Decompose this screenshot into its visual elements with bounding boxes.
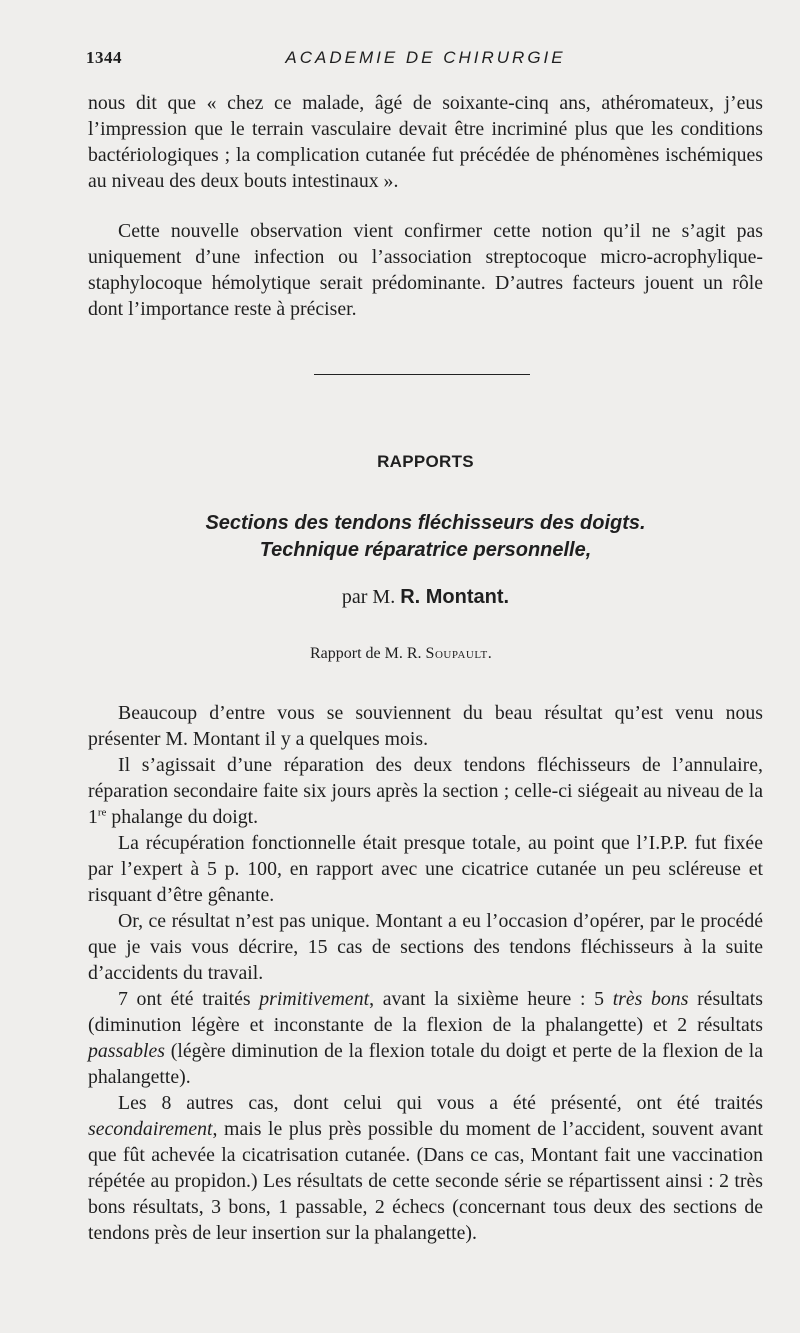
body-paragraph-5 <box>88 986 763 1090</box>
rapport-line <box>310 645 492 663</box>
running-head: ACADEMIE DE CHIRURGIE <box>285 48 566 67</box>
article-author <box>88 586 763 609</box>
page-number: 1344 <box>86 48 122 67</box>
author-prefix: par M. <box>341 586 396 608</box>
body-p2-text-a: Il s’agissait d’une réparation des deux tendons fléchisseurs de l’annulaire, réparation secondaire faite six jours après la section ; celle-ci siégeait au niveau de la 1 <box>88 754 763 828</box>
body-paragraph-1: Beaucoup d’entre vous se souviennent du beau résultat qu’est venu nous présenter M. Montant il y a quelques mois. <box>88 702 763 750</box>
body-p5-g: (légère diminution de la flexion totale du doigt et perte de la flexion de la phalangette). <box>88 1040 763 1088</box>
section-divider <box>314 374 530 375</box>
body-p6-b: secondairement <box>88 1118 213 1140</box>
intro-text-2: Cette nouvelle observation vient confirmer cette notion qu’il ne s’agit pas uniquement d’une infection ou l’association streptocoque micro-acrophylique-staphylocoque hémolytique serait prédominante. D’autres facteurs jouent un rôle dont l’importance reste à préciser. <box>88 220 763 320</box>
body-p5-a: 7 ont été traités <box>118 988 260 1010</box>
body-p5-c: , avant la sixième heure : 5 <box>369 988 613 1010</box>
body-p5-f: passables <box>88 1040 165 1062</box>
article-title-line-1: Sections des tendons fléchisseurs des doigts. <box>205 512 646 534</box>
intro-text-1: nous dit que « chez ce malade, âgé de soixante-cinq ans, athéromateux, j’eus l’impression que le terrain vasculaire devait être incriminé plus que les conditions bactériologiques ; la complication cutanée fut précédée de phénomènes ischémiques au niveau des deux bouts intestinaux ». <box>88 92 763 192</box>
body-p2-text-b: phalange du doigt. <box>106 806 259 828</box>
body-p6-c: , mais le plus près possible du moment de l’accident, souvent avant que fût achevée la cicatrisation cutanée. (Dans ce cas, Montant fait une vaccination répétée au propidon.) Les résultats de cette seconde série se répartissent ainsi : 2 très bons résultats, 3 bons, 1 passable, 2 échecs (concernant tous deux des sections de tendons près de leur insertion sur la phalangette). <box>88 1118 763 1244</box>
intro-paragraph-1 <box>88 90 763 194</box>
body-p2-superscript: re <box>97 806 107 819</box>
author-name: R. Montant. <box>400 586 510 608</box>
rapport-name: Soupault. <box>425 645 493 662</box>
page-header <box>88 46 763 74</box>
article-title-line-2: Technique réparatrice personnelle, <box>259 539 592 561</box>
article-title <box>88 510 763 564</box>
body-p5-e: résultats (diminution légère et inconstante de la flexion de la phalangette) et 2 résultats <box>88 988 763 1036</box>
rapport-prefix: Rapport de M. R. <box>310 645 422 662</box>
body-paragraph-2 <box>88 752 763 830</box>
body-paragraph-3: La récupération fonctionnelle était presque totale, au point que l’I.P.P. fut fixée par l’expert à 5 p. 100, en rapport avec une cicatrice cutanée un peu scléreuse et risquant d’être gênante. <box>88 832 763 906</box>
body-paragraph-4: Or, ce résultat n’est pas unique. Montant a eu l’occasion d’opérer, par le procédé que je vais vous décrire, 15 cas de sections des tendons fléchisseurs à la suite d’accidents du travail. <box>88 910 763 984</box>
body-paragraph-6 <box>88 1090 763 1246</box>
body-p5-d: très bons <box>612 988 689 1010</box>
article-body <box>88 700 763 1246</box>
body-p5-b: primitivement <box>259 988 370 1010</box>
intro-paragraph-2 <box>88 218 763 322</box>
section-heading: RAPPORTS <box>377 452 474 471</box>
body-p6-a: Les 8 autres cas, dont celui qui vous a été présenté, ont été traités <box>118 1092 763 1114</box>
